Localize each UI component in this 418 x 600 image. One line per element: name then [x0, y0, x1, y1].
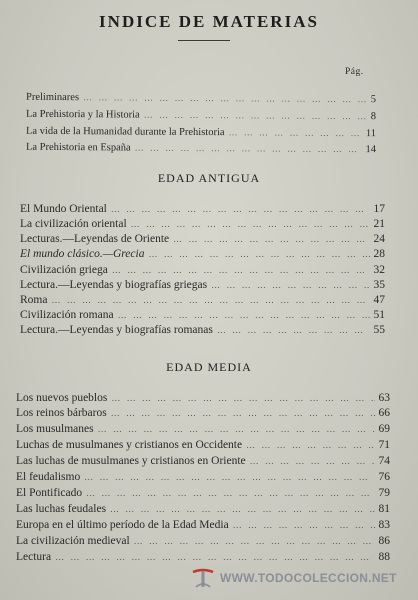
- watermark: [190, 566, 414, 590]
- toc-entry: [20, 309, 385, 321]
- leader-dots: [111, 408, 375, 418]
- leader-dots: [84, 472, 374, 482]
- toc-entry-page: 47: [373, 294, 385, 306]
- toc-entry: [16, 503, 390, 515]
- toc-entry-page: 74: [378, 455, 390, 467]
- toc-entry-label: La civilización oriental: [20, 218, 127, 230]
- toc-entry: [26, 126, 376, 139]
- leader-dots: [233, 520, 375, 530]
- toc-entry: [16, 535, 390, 547]
- toc-entry-page: 21: [373, 218, 385, 230]
- leader-dots: [217, 325, 370, 335]
- toc-entry-label: La vida de la Humanidad durante la Prehistoria: [25, 125, 225, 139]
- leader-dots: [86, 488, 374, 498]
- toc-entry-label: La Prehistoria en España: [25, 141, 131, 154]
- toc-entry-page: 69: [378, 423, 390, 435]
- toc-entry-label: Europa en el último período de la Edad Media: [16, 519, 229, 531]
- toc-entry-label: Las luchas de musulmanes y cristianos en Oriente: [16, 455, 246, 467]
- toc-entry-page: 76: [378, 471, 390, 483]
- toc-entry-page: 81: [378, 503, 390, 515]
- toc-entry-page: 51: [373, 309, 385, 321]
- leader-dots: [144, 110, 367, 122]
- toc-entry: [26, 109, 376, 122]
- leader-dots: [246, 440, 374, 450]
- toc-entry-label: El Mundo Oriental: [20, 203, 107, 215]
- toc-entry-page: 14: [365, 144, 377, 156]
- leader-dots: [148, 249, 369, 259]
- toc-entry-label: El mundo clásico.—Grecia: [20, 248, 145, 260]
- leader-dots: [229, 127, 362, 138]
- leader-dots: [135, 143, 362, 155]
- toc-entry-label: Las luchas feudales: [16, 503, 107, 515]
- toc-entry-page: 66: [378, 407, 390, 419]
- toc-entry-page: 71: [378, 439, 390, 451]
- toc-entry: [16, 392, 390, 404]
- toc-entry: [16, 471, 390, 483]
- section-heading-edad-antigua: EDAD ANTIGUA: [157, 171, 261, 185]
- toc-entry-label: El feudalismo: [16, 471, 81, 483]
- leader-dots: [173, 234, 369, 244]
- section-heading-edad-media: EDAD MEDIA: [166, 360, 252, 374]
- toc-entry-page: 79: [378, 487, 390, 499]
- leader-dots: [211, 280, 369, 290]
- title-underline: [178, 40, 230, 41]
- leader-dots: [98, 424, 375, 434]
- toc-entry: [20, 279, 385, 291]
- toc-entry-label: El Pontificado: [16, 487, 83, 499]
- toc-entry-label: Los musulmanes: [16, 423, 94, 435]
- toc-entry: [20, 203, 385, 215]
- toc-entry: [20, 324, 385, 336]
- toc-entry-page: 11: [365, 128, 377, 140]
- toc-entry-page: 86: [378, 535, 390, 547]
- watermark-text: WWW.TODOCOLECCION.NET: [220, 571, 397, 585]
- toc-entry-page: 35: [373, 279, 385, 291]
- toc-entry-label: Civilización romana: [20, 309, 114, 321]
- leader-dots: [55, 552, 374, 562]
- toc-entry-label: Los reinos bárbaros: [16, 407, 107, 419]
- toc-entry: [16, 407, 390, 419]
- toc-entry-label: Lectura: [16, 551, 52, 563]
- page-column-label: Pág.: [345, 67, 364, 77]
- toc-entry-label: Lecturas.—Leyendas de Oriente: [20, 233, 170, 245]
- toc-entry: [16, 551, 390, 563]
- toc-entry: [16, 455, 390, 467]
- toc-entry-label: Roma: [20, 294, 48, 306]
- toc-entry-label: La Prehistoria y la Historia: [25, 108, 140, 121]
- leader-dots: [111, 204, 370, 214]
- leader-dots: [83, 92, 367, 104]
- toc-entry: [26, 142, 376, 155]
- toc-entry: [16, 487, 390, 499]
- toc-entry: [16, 519, 390, 531]
- toc-entry-page: 55: [373, 324, 385, 336]
- toc-entry-label: Preliminares: [25, 91, 80, 104]
- toc-entry-page: 88: [378, 551, 390, 563]
- toc-entry-page: 5: [370, 94, 377, 106]
- toc-entry: [16, 423, 390, 435]
- toc-entry: [20, 248, 385, 260]
- leader-dots: [111, 393, 374, 403]
- toc-entry-page: 24: [373, 233, 385, 245]
- toc-entry: [20, 294, 385, 306]
- toc-entry: [20, 233, 385, 245]
- leader-dots: [131, 219, 370, 229]
- toc-entry-label: Los nuevos pueblos: [16, 392, 108, 404]
- toc-entry-label: Lectura.—Leyendas y biografías romanas: [20, 324, 213, 336]
- toc-entry: [20, 264, 385, 276]
- leader-dots: [134, 536, 375, 546]
- toc-entry-page: 17: [373, 203, 385, 215]
- leader-dots: [51, 295, 369, 305]
- leader-dots: [112, 265, 370, 275]
- toc-entry-page: 63: [378, 392, 390, 404]
- toc-entry-label: Luchas de musulmanes y cristianos en Occidente: [16, 439, 243, 451]
- toc-entry: [20, 218, 385, 230]
- toc-entry-page: 28: [373, 248, 385, 260]
- todocoleccion-logo-icon: [190, 567, 216, 589]
- toc-entry-page: 83: [378, 519, 390, 531]
- toc-entry: [26, 92, 376, 105]
- toc-entry-page: 32: [373, 264, 385, 276]
- leader-dots: [110, 504, 374, 514]
- toc-entry-label: Civilización griega: [20, 264, 108, 276]
- toc-entry: [16, 439, 390, 451]
- toc-entry-label: Lectura.—Leyendas y biografías griegas: [20, 279, 208, 291]
- leader-dots: [250, 456, 375, 466]
- page-title: INDICE DE MATERIAS: [99, 12, 319, 31]
- toc-entry-label: La civilización medieval: [16, 535, 130, 547]
- toc-entry-page: 8: [370, 111, 377, 123]
- leader-dots: [118, 310, 370, 320]
